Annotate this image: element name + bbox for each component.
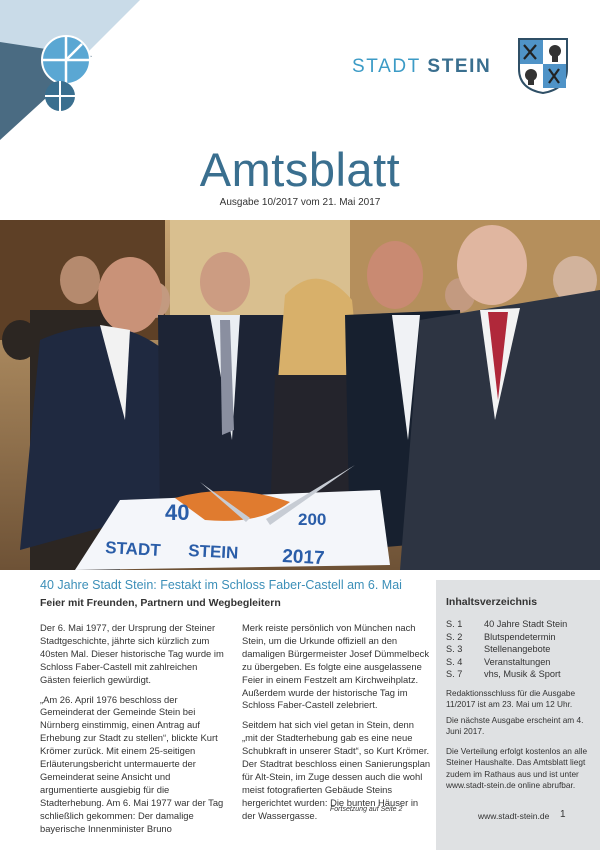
coat-of-arms-icon	[517, 37, 569, 95]
toc-label: vhs, Musik & Sport	[484, 669, 561, 680]
continuation-note: Fortsetzung auf Seite 2	[330, 806, 403, 813]
article-column-2	[242, 622, 432, 830]
cake-text-stadt: STADT	[104, 538, 162, 560]
toc-item[interactable]	[446, 643, 596, 656]
deadline-note: Redaktionsschluss für die Ausgabe 11/2017 ist am 23. Mai um 12 Uhr.	[446, 688, 576, 710]
brand-light: STADT	[352, 56, 421, 77]
brand-bold: STEIN	[427, 56, 492, 77]
toc-page: S. 7	[446, 669, 463, 680]
website-link[interactable]: www.stadt-stein.de	[478, 811, 550, 821]
toc-page: S. 4	[446, 656, 463, 667]
cake-text-40: 40	[165, 500, 190, 525]
distribution-note: Die Verteilung erfolgt kostenlos an alle Steiner Haushalte. Das Amtsblatt liegt zudem im Rathaus aus und ist unter www.stadt-stein.de online abrufbar.	[446, 746, 588, 791]
table-of-contents-panel	[436, 580, 600, 850]
article-headline: 40 Jahre Stadt Stein: Festakt im Schloss Faber-Castell am 6. Mai	[40, 578, 402, 592]
cake-text-stein: STEIN	[187, 541, 239, 563]
issue-date: Ausgabe 10/2017 vom 21. Mai 2017	[219, 197, 381, 208]
article-column-1	[40, 622, 230, 843]
article-paragraph: Merk reiste persönlich von München nach Stein, um die Urkunde offiziell an den damaligen Bürgermeister Josef Dümmelbeck zu übergeben. Es folgte eine ausgelassene Feier in einem Festzelt am Kirchweihplatz. Außerdem wurde der historische Tag im Schloss Faber-Castell zelebriert.	[242, 622, 430, 711]
toc-item[interactable]	[446, 668, 596, 681]
toc-label: Stellenangebote	[484, 644, 551, 655]
article-subheadline: Feier mit Freunden, Partnern und Wegbegleitern	[40, 597, 281, 609]
article-paragraph: „Am 26. April 1976 beschloss der Gemeinderat der Gemeinde Stein bei Nürnberg einstimmig, einen Antrag auf Erhebung zur Stadt zu stellen“, blickte Kurt Krömer zurück. Mit einem 25-seitigen Erläuterungsbericht untermauerte der Gemeinderat seine Ansicht und argumentierte ausgiebig für die Stadterhebung. Am 6. Mai 1977 war der Tag schließlich gekommen: Der damalige bayerische Innenminister Bruno	[40, 693, 224, 834]
toc-page: S. 2	[446, 631, 463, 642]
toc-page: S. 1	[446, 619, 463, 629]
cake-text-year: 2017	[281, 546, 326, 570]
toc-item[interactable]	[446, 631, 596, 644]
article-paragraph: Der 6. Mai 1977, der Ursprung der Steiner Stadtgeschichte, jährte sich kürzlich zum 40sten Mal. Dieser historische Tag wurde im Schloss Faber-Castell mit zahlreichen Gästen feierlich gewürdigt.	[40, 622, 224, 685]
hero-photo	[0, 220, 600, 570]
corner-logo-graphic	[0, 0, 140, 140]
toc-item[interactable]	[446, 656, 596, 669]
toc-label: Veranstaltungen	[484, 656, 551, 667]
article-paragraph: Seitdem hat sich viel getan in Stein, denn „mit der Stadterhebung gab es eine neue Schubkraft in unserer Stadt“, so Kurt Krömer. Der Stadtrat beschloss einen Sanierungsplan für Alt-Stein, im Zuge dessen auch die wohl meist fotografierten Gebäude Steins hergerichtet wurden: Die bunten Häuser in der Wassergasse.	[242, 719, 431, 821]
page-title: Amtsblatt	[199, 143, 401, 196]
toc-title: Inhaltsverzeichnis	[446, 596, 538, 608]
page-number: 1	[560, 809, 566, 820]
brand-wordmark	[352, 56, 491, 78]
toc-label: 40 Jahre Stadt Stein	[484, 619, 568, 629]
toc-item[interactable]	[446, 618, 596, 631]
toc-list	[446, 618, 596, 681]
cake-text-200: 200	[298, 510, 327, 529]
toc-label: Blutspendetermin	[484, 631, 556, 642]
next-issue-note: Die nächste Ausgabe erscheint am 4. Juni 2017.	[446, 715, 584, 737]
toc-page: S. 3	[446, 644, 463, 655]
city-emblem-icon	[42, 36, 90, 111]
